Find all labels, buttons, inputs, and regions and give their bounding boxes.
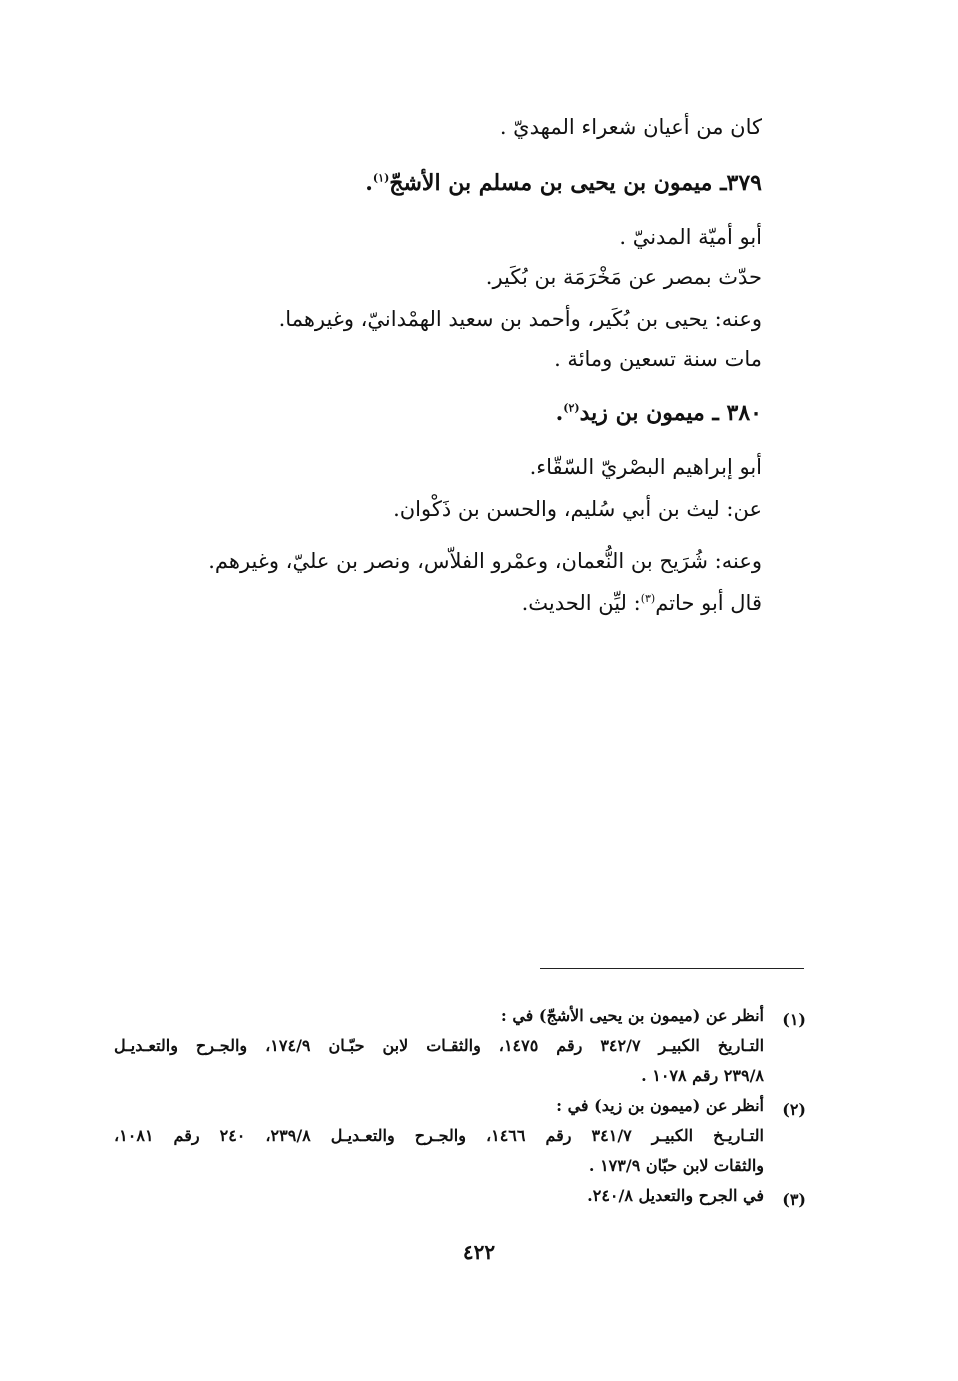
text-line: كان من أعيان شعراء المهديّ . <box>499 115 762 139</box>
footnote-text: في الجرح والتعديل ٢٤٠/٨. <box>587 1186 764 1205</box>
text-line: وعنه: شُرَيح بن النُّعمان، وعمْرو الفلاّس، ونصر بن عليّ، وغيرهم. <box>208 549 762 573</box>
entry-heading-379 <box>365 168 762 198</box>
footnote-number: (٣) <box>782 1190 806 1209</box>
text-line: أبو أميّة المدنيّ . <box>619 225 762 249</box>
text-line: مات سنة تسعين ومائة . <box>554 347 762 371</box>
footnote-text: التـاريخ الكبيـر ٣٤٢/٧ رقم ١٤٧٥، والثقـات لابن حبّـان ١٧٤/٩، والجـرح والتعـديـل <box>114 1036 765 1055</box>
footnote-number: (١) <box>782 1010 806 1029</box>
heading-end: . <box>365 170 373 196</box>
footnote-text: أنظر عن (ميمون بن يحيى الأشجّ) في : <box>500 1006 764 1025</box>
heading-text: ٣٨٠ ـ ميمون بن زيد <box>579 400 762 426</box>
footnote-separator <box>540 968 804 969</box>
text-line: حدّث بمصر عن مَخْرَمَة بن بُكَير. <box>485 265 762 289</box>
footnote-text: أنظر عن (ميمون بن زيد) في : <box>556 1096 764 1115</box>
heading-end: . <box>555 400 564 426</box>
footnote-number: (٢) <box>782 1100 806 1119</box>
heading-text: ٣٧٩ـ ميمون بن يحيى بن مسلم بن الأشجّ <box>389 170 762 196</box>
text-line: وعنه: يحيى بن بُكَير، وأحمد بن سعيد الهمْدانيّ، وغيرهما. <box>278 307 762 331</box>
page-number: ٤٢٢ <box>462 1240 496 1264</box>
footnote-text: والثقات لابن حبّان ١٧٣/٩ . <box>588 1156 764 1175</box>
text-line: عن: ليث بن أبي سُليم، والحسن بن ذَكْوان. <box>393 497 762 521</box>
footnote-text: ٢٣٩/٨ رقم ١٠٧٨ . <box>641 1066 764 1085</box>
quote-text: : ليِّن الحديث. <box>521 591 641 615</box>
text-line: أبو إبراهيم البصْريّ السّقّاء. <box>529 455 762 479</box>
footnote-text: التـاريـخ الكبيـر ٣٤١/٧ رقم ١٤٦٦، والجـرح والتعـديـل ٢٣٩/٨، ٢٤٠ رقم ١٠٨١، <box>114 1126 764 1145</box>
quote-intro: قال أبو حاتم <box>655 591 762 615</box>
footnote-ref: (١) <box>372 171 390 185</box>
entry-heading-380 <box>556 398 762 428</box>
footnote-ref: (٣) <box>640 592 656 605</box>
text-line <box>522 588 762 618</box>
footnote-ref: (٢) <box>563 401 580 415</box>
